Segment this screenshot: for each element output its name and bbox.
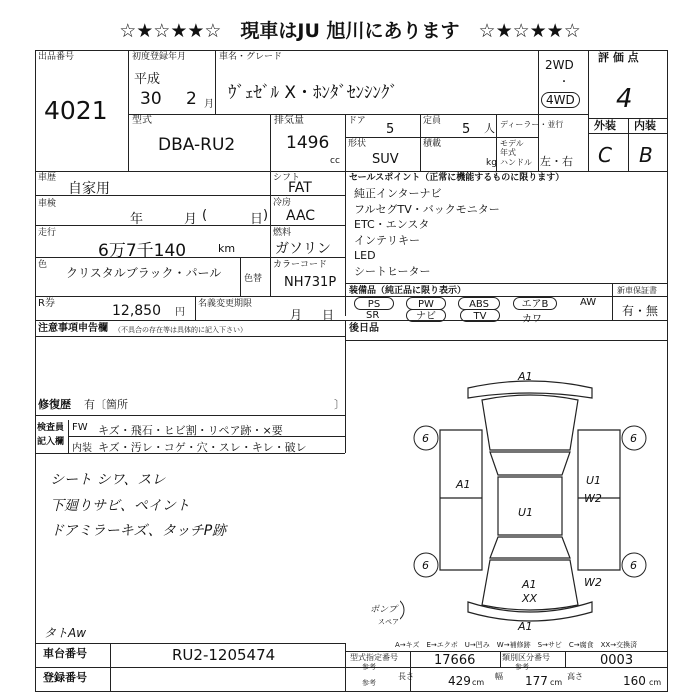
class-num-value: 0003 [600, 653, 634, 668]
model-name: ｳﾞｪｾﾞﾙ X・ﾎﾝﾀﾞｾﾝｼﾝｸﾞ [228, 83, 399, 103]
equip-tv: TV [460, 309, 500, 322]
model-label: 車名・グレード [219, 52, 283, 62]
equip-leather: カワ [522, 314, 542, 325]
lot-number: 4021 [44, 96, 108, 125]
class-num-ref: 参考 [515, 663, 529, 671]
inspector-label-1: 検査員 [37, 423, 65, 433]
sales-points-label: セールスポイント（正常に機能するものに限ります） [349, 173, 565, 183]
inspection-day-unit: 日 [250, 212, 264, 227]
handwritten-note-4: タトAw [44, 626, 87, 640]
registration-year: 30 [140, 89, 162, 109]
inspection-year-unit: 年 [130, 212, 144, 227]
type-num-value: 17666 [434, 653, 476, 668]
type-num-ref: 参考 [362, 663, 376, 671]
mark-wheel-fr: 6 [630, 432, 637, 445]
length-value: 429 [448, 674, 471, 688]
history-label: 車歴 [38, 173, 57, 183]
chassis-value: RU2-1205474 [172, 646, 276, 664]
shift-label: シフト [273, 173, 301, 183]
load-unit: kg [486, 158, 497, 168]
notes-label: 注意事項申告欄 [38, 323, 108, 334]
width-value: 177 [525, 674, 548, 688]
body-shape-label: 形状 [348, 139, 367, 149]
mileage-unit: km [218, 242, 236, 255]
inspector-fw-items: キズ・飛石・ヒビ割・リペア跡・×要 [98, 424, 283, 437]
chassis-label: 車台番号 [43, 647, 87, 660]
left-side-shape [440, 430, 482, 570]
length-label: 長さ [398, 672, 414, 681]
sales-points-list [354, 186, 500, 279]
fuel-value: ガソリン [275, 241, 331, 257]
sales-point-item: ETC・エンスタ [354, 218, 430, 231]
registration-label: 初度登録年月 [132, 52, 187, 62]
warranty-value: 有・無 [622, 304, 659, 318]
handle-value: 左・右 [540, 155, 573, 168]
capacity-unit: 人 [484, 122, 495, 135]
spare-tire [400, 598, 404, 622]
hood-shape [482, 395, 578, 450]
deadline-day-unit: 日 [322, 308, 335, 322]
mileage-value: 6万7千140 [98, 241, 187, 261]
equip-airbag: エアB [513, 297, 557, 310]
sales-point-item: インテリキー [354, 233, 420, 247]
equip-pw: PW [406, 297, 446, 310]
equip-abs: ABS [458, 297, 500, 310]
damage-legend: A→キズ E→エクボ U→凹み W→補修跡 S→サビ C→腐食 XX→交換済 [395, 641, 638, 649]
inspection-label: 車検 [38, 199, 57, 209]
load-label: 積載 [423, 139, 442, 149]
mark-wheel-rr: 6 [630, 559, 637, 572]
capacity-label: 定員 [423, 116, 442, 126]
equip-sr: SR [366, 310, 380, 321]
deadline-label: 名義変更期限 [198, 299, 253, 309]
displacement-unit: cc [330, 156, 340, 166]
type-num-label: 型式指定番号 [350, 653, 398, 662]
inspection-open-paren: ( [202, 208, 208, 223]
mark-left-side: A1 [456, 478, 471, 491]
inspection-close-paren: ) [263, 208, 269, 223]
drive-2wd: 2WD [545, 58, 574, 72]
recycle-label: R券 [38, 298, 55, 309]
ac-value: AAC [286, 208, 316, 224]
displacement-label: 排気量 [274, 115, 304, 126]
car-damage-diagram [400, 360, 660, 640]
ac-label: 冷房 [273, 198, 292, 208]
spare-label: ポンプ [370, 605, 398, 615]
rating-label: 評 価 点 [598, 51, 639, 64]
rating-score: 4 [616, 84, 633, 114]
exterior-grade: C [598, 143, 612, 167]
color-paint-label: 色替 [244, 274, 263, 284]
color-code-value: NH731P [284, 275, 337, 290]
history-value: 自家用 [68, 181, 110, 197]
equip-navi: ナビ [406, 309, 446, 322]
recycle-value: 12,850 [112, 303, 161, 319]
handwritten-note-3: ドアミラーキズ、タッチP跡 [50, 523, 227, 539]
equip-ps: PS [354, 297, 394, 310]
registration-month: 2 [186, 89, 197, 109]
sales-point-item: 純正インターナビ [354, 187, 442, 200]
doors-value: 5 [386, 122, 395, 137]
handle-label: ハンドル [500, 158, 532, 167]
warranty-label: 新車保証書 [617, 286, 657, 295]
mileage-label: 走行 [38, 228, 57, 238]
handwritten-note-2: 下廻りサビ、ペイント [50, 498, 190, 514]
inspector-interior-items: キズ・汚レ・コゲ・穴・スレ・キレ・破レ [98, 441, 307, 454]
sales-point-item: シートヒーター [354, 264, 431, 278]
exterior-label: 外装 [594, 119, 616, 132]
height-unit: cm [649, 678, 662, 687]
type-code-value: DBA-RU2 [158, 135, 236, 155]
mark-right-side: W2 [584, 492, 602, 505]
shift-value: FAT [288, 180, 312, 196]
mark-right-front: U1 [586, 474, 602, 487]
height-label: 高さ [567, 672, 583, 681]
mark-trunk-xx: XX [522, 592, 538, 605]
registration-month-unit: 月 [204, 99, 214, 110]
notes-sub: （不具合の存在等は具体的に記入下さい） [114, 326, 247, 334]
height-value: 160 [623, 674, 646, 688]
model-year-label-2: 年式 [500, 148, 516, 157]
mark-right-rear: W2 [584, 576, 602, 589]
length-unit: cm [472, 678, 485, 687]
lot-label: 出品番号 [38, 52, 75, 62]
class-num-label: 類別区分番号 [502, 653, 550, 662]
handwritten-note-1: シート シワ、スレ [50, 472, 166, 488]
repair-close: 〕 [334, 398, 345, 411]
plate-label: 登録番号 [43, 671, 87, 684]
repair-label: 修復歴 [38, 398, 71, 411]
color-value: クリスタルブラック・パール [66, 266, 222, 280]
dimensions-ref: 参考 [362, 679, 376, 687]
capacity-value: 5 [462, 122, 471, 137]
drive-4wd: 4WD [541, 92, 580, 108]
registration-era: 平成 [134, 72, 161, 87]
mark-roof: U1 [518, 506, 534, 519]
mark-wheel-fl: 6 [422, 432, 429, 445]
color-code-label: カラーコード [273, 260, 328, 270]
inspector-label-2: 記入欄 [37, 437, 65, 447]
page-title: ☆★☆★★☆ 現車はJU 旭川にあります ☆★☆★★☆ [119, 20, 581, 42]
model-year-label-1: モデル [500, 139, 524, 148]
rear-window-shape [490, 537, 570, 558]
sales-point-item: LED [354, 249, 376, 262]
fuel-label: 燃料 [273, 228, 292, 238]
width-label: 幅 [495, 672, 503, 681]
mark-trunk: A1 [522, 578, 537, 591]
after-market-label: 後日品 [349, 323, 379, 334]
mark-rear-bumper: A1 [518, 620, 533, 633]
inspector-interior-label: 内装 [72, 443, 92, 454]
repair-value: 有〔箇所 [84, 398, 128, 411]
interior-label: 内装 [634, 119, 656, 132]
doors-label: ドア [348, 116, 366, 126]
width-unit: cm [550, 678, 563, 687]
inspection-month-unit: 月 [184, 212, 198, 227]
spare-sub: スペア [378, 618, 399, 626]
body-shape-value: SUV [372, 152, 399, 167]
type-code-label: 型式 [132, 115, 152, 126]
displacement-value: 1496 [286, 133, 330, 153]
sales-point-item: フルセグTV・バックモニター [354, 202, 500, 216]
deadline-month-unit: 月 [290, 308, 303, 322]
recycle-unit: 円 [175, 307, 185, 318]
mark-front-bumper: A1 [518, 370, 533, 383]
dealer-label: ディーラー・並行 [500, 120, 564, 129]
equip-aw: AW [580, 297, 597, 308]
windshield-shape [490, 452, 570, 475]
mark-wheel-rl: 6 [422, 559, 429, 572]
equipment-label: 装備品（純正品に限り表示） [349, 286, 467, 296]
drive-separator: ・ [559, 77, 569, 88]
inspector-fw-label: FW [72, 422, 88, 433]
color-label: 色 [38, 260, 48, 270]
interior-grade: B [639, 143, 653, 167]
